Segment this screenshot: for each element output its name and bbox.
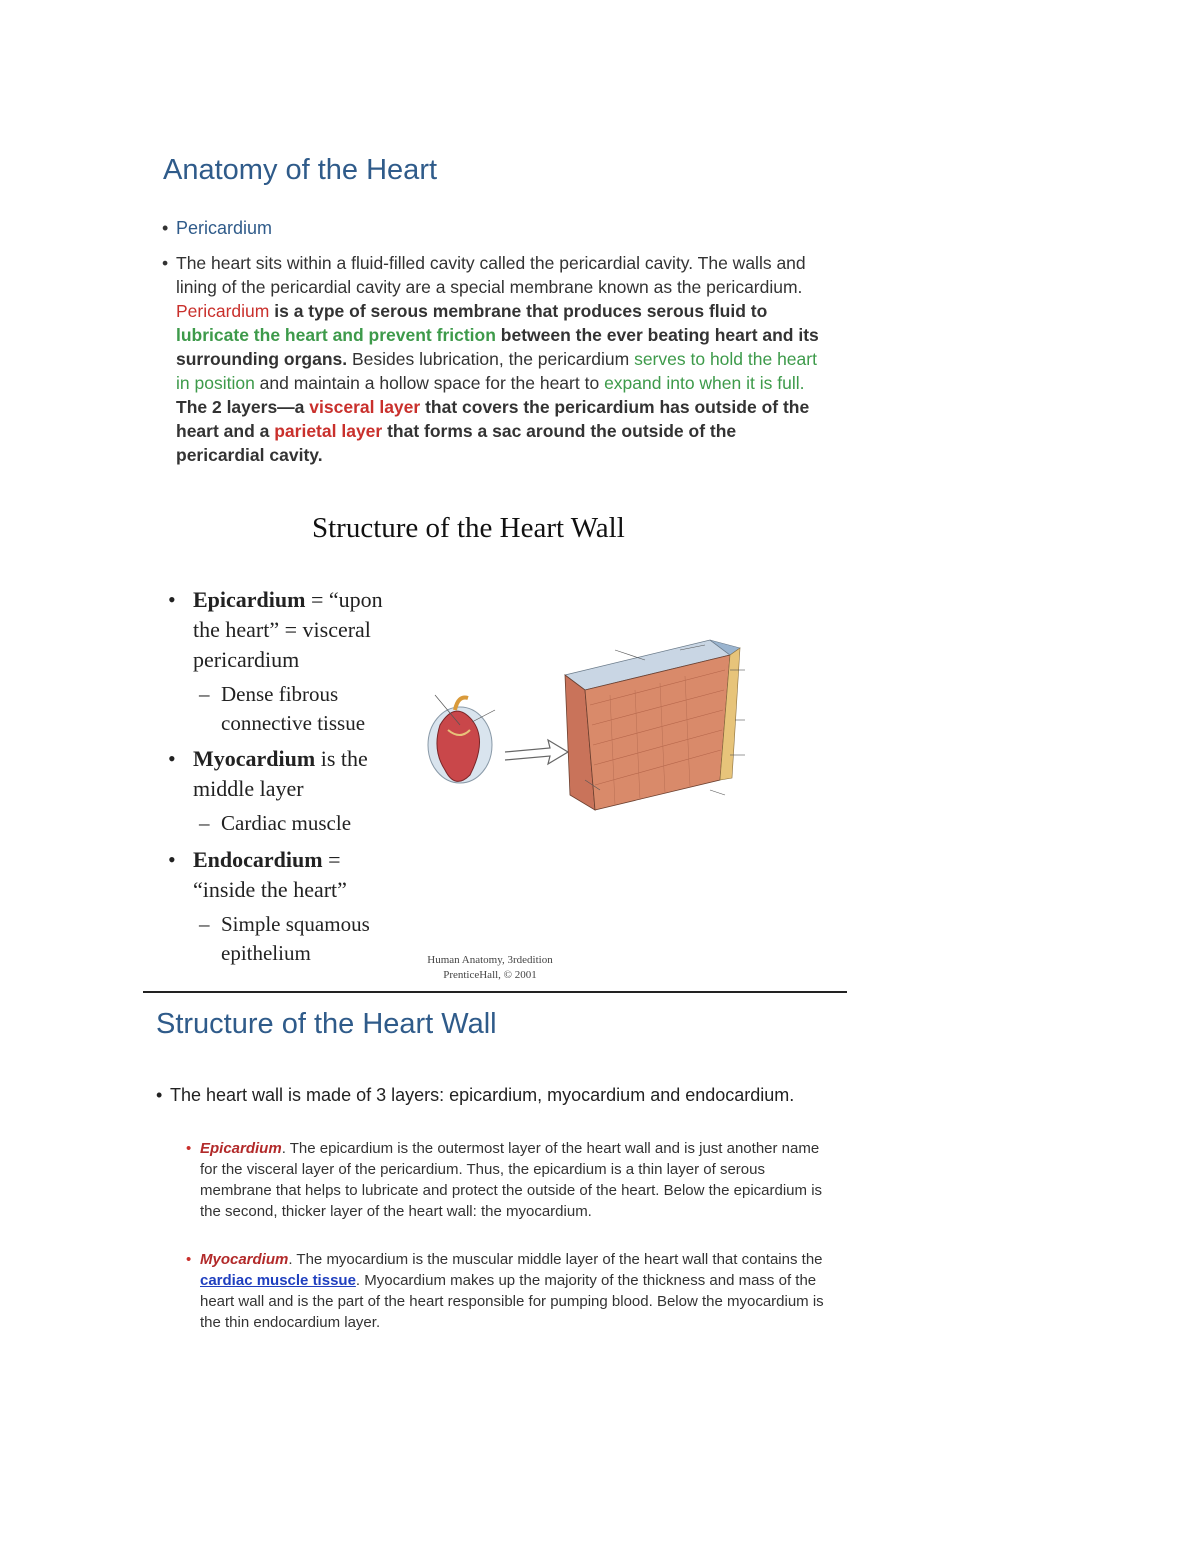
section-title-heart-wall: Structure of the Heart Wall [156, 1008, 497, 1040]
bullet-dot: • [162, 218, 169, 238]
figure-caption [410, 953, 570, 983]
highlight-lubricate: lubricate the heart and prevent friction [176, 325, 496, 345]
text-run: Simple squamous [221, 912, 370, 936]
text-run: pericardium [193, 647, 300, 672]
dash: – [199, 811, 210, 835]
text-run: Besides lubrication, the pericardium [347, 349, 635, 369]
bullet-dot: • [168, 847, 176, 872]
bullet-dot: • [186, 1140, 192, 1157]
dash: – [199, 912, 210, 936]
text-run: that covers the pericardium has outside of the heart and a [176, 397, 810, 441]
highlight-expand: expand into when it is full. [604, 373, 805, 393]
bullet-dot: • [186, 1251, 192, 1268]
text-run: “inside the heart” [193, 877, 347, 902]
bullet-dot: • [156, 1085, 163, 1105]
text-run: The 2 layers—a [176, 397, 310, 417]
divider [143, 991, 847, 993]
text-run: Dense fibrous [221, 682, 339, 706]
slide-sub-epicardium [199, 680, 366, 738]
item-myocardium [186, 1249, 826, 1333]
text-run: between the ever beating heart and its surrounding organs. [176, 325, 819, 369]
term-myocardium: Myocardium [200, 1251, 289, 1268]
text-run: epithelium [221, 941, 311, 965]
text-run: connective tissue [221, 711, 366, 735]
slide-title: Structure of the Heart Wall [312, 512, 625, 544]
term-parietal-layer: parietal layer [274, 421, 383, 441]
slide-bullet-myocardium [168, 744, 368, 804]
bullet-pericardium [162, 218, 272, 239]
caption-line: PrenticeHall, © 2001 [443, 969, 537, 981]
text-run: middle layer [193, 776, 304, 801]
highlight-hold-position: serves to hold the heart in position [176, 349, 817, 393]
bullet-label: Pericardium [176, 218, 273, 238]
bullet-dot: • [168, 587, 176, 612]
term-epicardium: Epicardium [193, 587, 306, 612]
text-run: . Myocardium makes up the majority of the thickness and mass of the heart wall and is the part of the heart responsible for pumping blood. Below the myocardium is the thin endocardium layer. [200, 1272, 824, 1331]
item-epicardium [186, 1138, 826, 1222]
term-visceral-layer: visceral layer [309, 397, 421, 417]
link-cardiac-muscle-tissue[interactable]: cardiac muscle tissue [200, 1272, 356, 1289]
text-run: is the [315, 746, 368, 771]
bullet-dot: • [168, 746, 176, 771]
term-epicardium: Epicardium [200, 1140, 282, 1157]
slide-sub-myocardium [199, 809, 352, 838]
term-pericardium: Pericardium [176, 301, 270, 321]
slide-bullet-endocardium [168, 845, 347, 905]
text-run: . The epicardium is the outermost layer of the heart wall and is just another name for the visceral layer of the pericardium. Thus, the epicardium is a thin layer of serous membrane that helps to lubricate and protect the outside of the heart. Below the epicardium is the second, thicker layer of the heart wall: the myocardium. [200, 1140, 823, 1220]
text-run: Cardiac muscle [221, 811, 352, 835]
text-run: = “upon [305, 587, 383, 612]
text-run: and maintain a hollow space for the heart to [254, 373, 605, 393]
arrow-icon [505, 740, 568, 764]
section-title-anatomy: Anatomy of the Heart [163, 154, 438, 186]
text-run: is a type of serous membrane that produces serous fluid to [269, 301, 768, 321]
dash: – [199, 682, 210, 706]
intro-text: The heart wall is made of 3 layers: epicardium, myocardium and endocardium. [170, 1085, 795, 1105]
heart-icon [428, 695, 495, 783]
heart-wall-intro [156, 1083, 796, 1107]
slide-bullet-epicardium [168, 585, 383, 675]
pericardium-paragraph [162, 251, 822, 467]
caption-line: Human Anatomy, 3rdedition [427, 954, 553, 966]
text-run: . The myocardium is the muscular middle layer of the heart wall that contains the [288, 1251, 823, 1268]
text-run: the heart” = visceral [193, 617, 371, 642]
bullet-dot: • [162, 253, 169, 273]
term-myocardium: Myocardium [193, 746, 316, 771]
text-run: The heart sits within a fluid-filled cavity called the pericardial cavity. The walls and lining of the pericardial cavity are a special membrane known as the pericardium. [176, 253, 806, 297]
heart-wall-illustration [410, 630, 820, 830]
text-run: that forms a sac around the outside of the pericardial cavity. [176, 421, 737, 465]
text-run: = [322, 847, 341, 872]
term-endocardium: Endocardium [193, 847, 323, 872]
slide-sub-endocardium [199, 910, 370, 968]
